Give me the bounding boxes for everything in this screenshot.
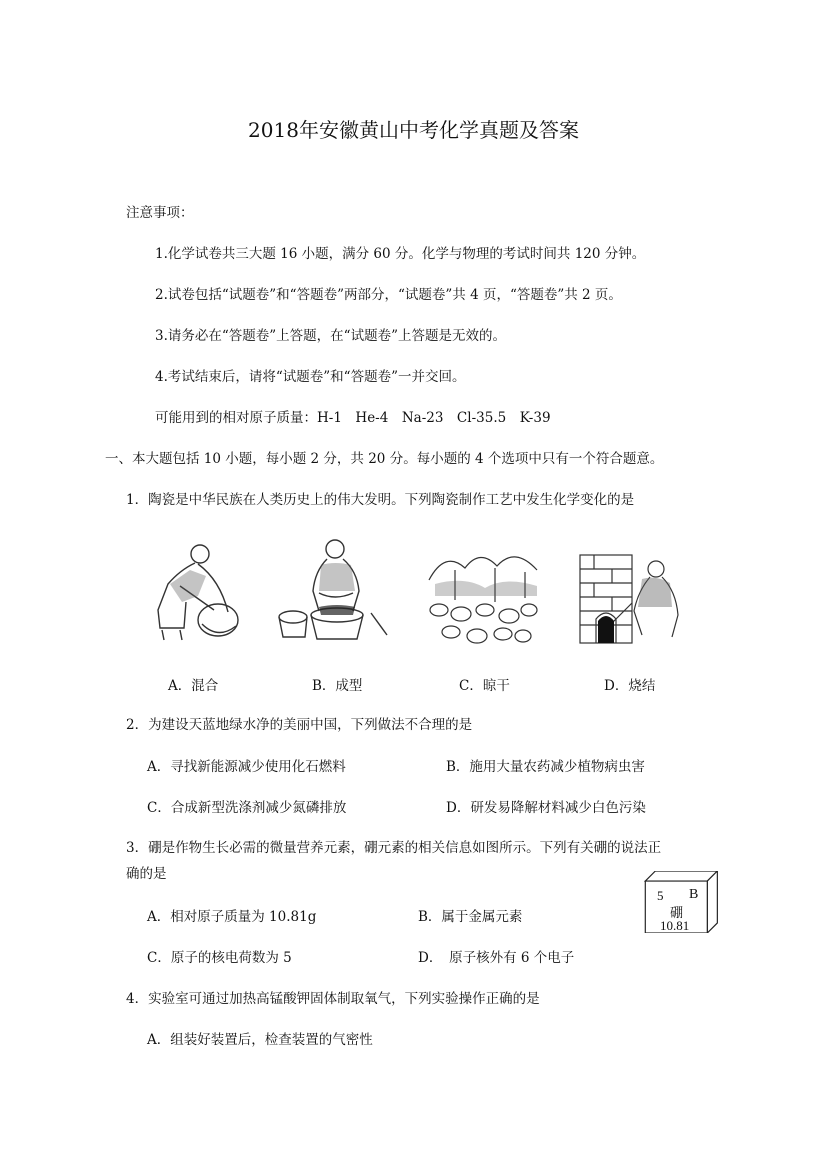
- firing-illustration: [572, 545, 697, 650]
- q3-stem-line2: 确的是: [126, 866, 167, 882]
- q1-option-d: D．烧结: [604, 678, 656, 694]
- note-item-2: 2.试卷包括“试题卷”和“答题卷”两部分，“试题卷”共 4 页，“答题卷”共 2 页。: [155, 287, 622, 303]
- q3-stem-line1: 3．硼是作物生长必需的微量营养元素，硼元素的相关信息如图所示。下列有关硼的说法正: [126, 840, 662, 856]
- q4-option-a: A．组装好装置后，检查装置的气密性: [147, 1032, 373, 1048]
- q3-option-a: A．相对原子质量为 10.81g: [147, 909, 317, 925]
- element-mass: 10.81: [660, 918, 690, 933]
- note-item-1: 1.化学试卷共三大题 16 小题，满分 60 分。化学与物理的考试时间共 120 分钟。: [155, 246, 646, 262]
- q1-option-a: A．混合: [168, 678, 219, 694]
- section-heading: 一、本大题包括 10 小题，每小题 2 分，共 20 分。每小题的 4 个选项中只有一个符合题意。: [105, 451, 664, 467]
- notes-heading: 注意事项：: [126, 205, 194, 221]
- page-title: 2018年安徽黄山中考化学真题及答案: [248, 118, 579, 142]
- atomic-masses: 可能用到的相对原子质量：H-1 He-4 Na-23 Cl-35.5 K-39: [155, 410, 551, 426]
- element-symbol: B: [689, 887, 699, 902]
- q2-stem: 2．为建设天蓝地绿水净的美丽中国，下列做法不合理的是: [126, 717, 473, 733]
- q3-option-c: C．原子的核电荷数为 5: [147, 950, 292, 966]
- q2-option-d: D．研发易降解材料减少白色污染: [446, 800, 646, 816]
- q2-option-b: B．施用大量农药减少植物病虫害: [446, 759, 645, 775]
- q4-stem: 4．实验室可通过加热高锰酸钾固体制取氧气，下列实验操作正确的是: [126, 991, 540, 1007]
- q2-option-c: C．合成新型洗涤剂减少氮磷排放: [147, 800, 347, 816]
- q1-option-c: C．晾干: [459, 678, 510, 694]
- element-number: 5: [657, 888, 664, 903]
- q1-stem: 1．陶瓷是中华民族在人类历史上的伟大发明。下列陶瓷制作工艺中发生化学变化的是: [126, 492, 635, 508]
- mixing-illustration: [140, 540, 245, 645]
- element-name: 硼: [670, 906, 684, 921]
- note-item-4: 4.考试结束后，请将“试题卷”和“答题卷”一并交回。: [155, 369, 466, 385]
- q2-option-a: A．寻找新能源减少使用化石燃料: [147, 759, 346, 775]
- q3-option-b: B．属于金属元素: [418, 909, 523, 925]
- drying-illustration: [425, 540, 545, 650]
- forming-illustration: [275, 535, 395, 647]
- note-item-3: 3.请务必在“答题卷”上答题，在“试题卷”上答题是无效的。: [155, 328, 506, 344]
- q3-option-d: D． 原子核外有 6 个电子: [418, 950, 575, 966]
- q1-option-b: B．成型: [312, 678, 363, 694]
